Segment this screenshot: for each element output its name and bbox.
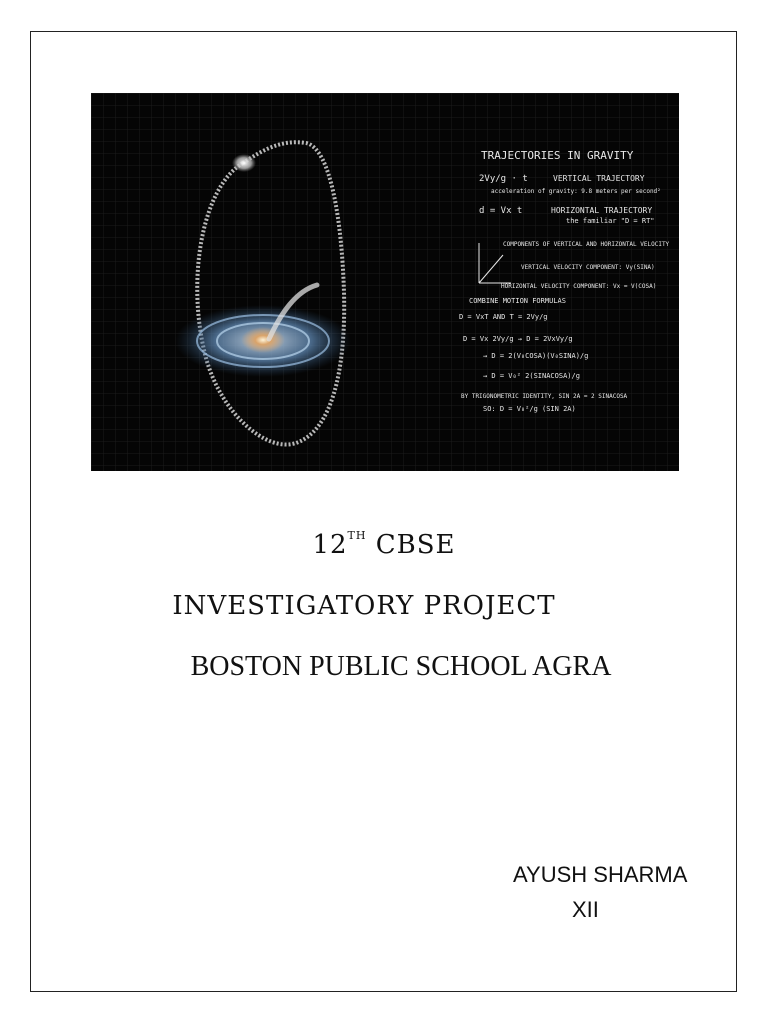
svg-text:HORIZONTAL VELOCITY COMPONENT:: HORIZONTAL VELOCITY COMPONENT: Vx = V(COSA) [501, 283, 657, 290]
school-name: BOSTON PUBLIC SCHOOL AGRA [190, 651, 612, 682]
author-name: AYUSH SHARMA [513, 862, 688, 887]
svg-text:D = VxT AND T = 2Vy/g: D = VxT AND T = 2Vy/g [459, 313, 548, 321]
svg-text:COMPONENTS OF VERTICAL AND HOR: COMPONENTS OF VERTICAL AND HORIZONTAL VELOCITY [503, 241, 670, 248]
svg-text:→ D = V₀² 2(SINACOSA)/g: → D = V₀² 2(SINACOSA)/g [483, 372, 580, 380]
board-name: CBSE [375, 530, 456, 560]
cover-image [91, 93, 679, 471]
class-name: XII [572, 897, 599, 922]
svg-text:HORIZONTAL TRAJECTORY: HORIZONTAL TRAJECTORY [551, 206, 653, 215]
svg-text:2Vy/g · t: 2Vy/g · t [479, 174, 528, 184]
svg-text:acceleration of gravity: 9.8 m: acceleration of gravity: 9.8 meters per second² [491, 188, 661, 195]
project-title: INVESTIGATORY PROJECT [172, 591, 556, 621]
cover-title-grade [0, 530, 768, 560]
svg-text:COMBINE MOTION FORMULAS: COMBINE MOTION FORMULAS [469, 297, 566, 305]
grade-number: 12 [312, 530, 348, 560]
svg-text:the familiar "D = RT": the familiar "D = RT" [566, 217, 655, 225]
svg-text:D = Vx 2Vy/g → D = 2VxVy/g: D = Vx 2Vy/g → D = 2VxVy/g [463, 335, 573, 343]
svg-text:→ D = 2(V₀COSA)(V₀SINA)/g: → D = 2(V₀COSA)(V₀SINA)/g [483, 352, 589, 360]
svg-text:d = Vx t: d = Vx t [479, 206, 523, 216]
svg-text:VERTICAL VELOCITY COMPONENT: V: VERTICAL VELOCITY COMPONENT: Vy(SINA) [521, 264, 655, 271]
svg-text:BY TRIGONOMETRIC IDENTITY, SIN: BY TRIGONOMETRIC IDENTITY, SIN 2A = 2 SINACOSA [461, 393, 628, 400]
svg-text:TRAJECTORIES IN GRAVITY: TRAJECTORIES IN GRAVITY [481, 149, 634, 162]
galaxy-trajectory-illustration [91, 93, 679, 471]
svg-text:VERTICAL TRAJECTORY: VERTICAL TRAJECTORY [553, 174, 645, 183]
grade-suffix: TH [347, 529, 367, 543]
svg-text:SO: D = V₀²/g (SIN 2A): SO: D = V₀²/g (SIN 2A) [483, 405, 576, 413]
